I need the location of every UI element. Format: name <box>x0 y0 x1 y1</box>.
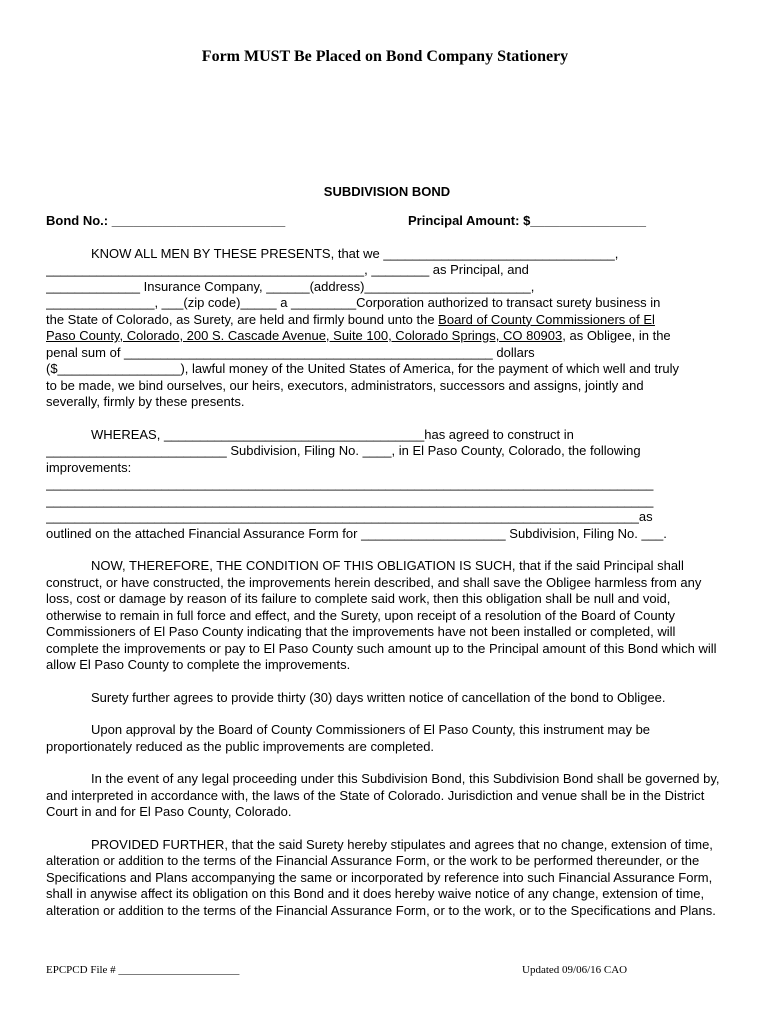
revision-date: Updated 09/06/16 CAO <box>522 964 628 976</box>
para2-line: _________________________ Subdivision, Filing No. ____, in El Paso County, Colorado, the following <box>46 443 641 458</box>
para2-line: ____________________________________________________________________________________ <box>46 492 654 508</box>
para1-line: ____________________________________________, ________ as Principal, and <box>46 262 529 277</box>
jurisdiction-paragraph: In the event of any legal proceeding under this Subdivision Bond, this Subdivision Bond shall be governed by, and interpreted in accordance with, the laws of the State of Colorado. Jurisdiction and venue shall be in the District Court in and for El Paso County, Colorado. <box>46 771 720 819</box>
stationery-notice: Form MUST Be Placed on Bond Company Stationery <box>201 48 569 65</box>
para1-line <box>46 328 728 345</box>
para2-line: outlined on the attached Financial Assurance Form for ____________________ Subdivision, Filing No. ___. <box>46 525 667 541</box>
para2-line: improvements: <box>46 459 132 475</box>
para1-line: KNOW ALL MEN BY THESE PRESENTS, that we ________________________________, <box>91 245 619 261</box>
para1-line: penal sum of ___________________________________________________ dollars <box>46 344 535 360</box>
para1-line: ($_________________), lawful money of the United States of America, for the payment of which well and truly <box>46 361 680 376</box>
bond-body <box>46 184 728 935</box>
condition-paragraph: NOW, THEREFORE, THE CONDITION OF THIS OBLIGATION IS SUCH, that if the said Principal shall construct, or have constructed, the improvements herein described, and shall save the Obligee harmless from any loss, cost or damage by reason of its failure to complete said work, then this obligation shall be null and void, otherwise to remain in full force and effect, and the Surety, upon receipt of a resolution of the Board of County Commissioners of El Paso County indicating that the improvements have not been installed or completed, will complete the improvements or pay to El Paso County such amount up to the Principal amount of this Bond which will allow El Paso County to complete the improvements. <box>46 558 717 672</box>
bond-number-field: Bond No.: ________________________ <box>46 212 286 228</box>
para1-line: _____________ Insurance Company, ______(address)_______________________, <box>46 278 535 294</box>
bond-id-line <box>46 213 728 230</box>
para1-line: to be made, we bind ourselves, our heirs, executors, administrators, successors and assigns, jointly and <box>46 377 644 393</box>
whereas-paragraph <box>46 427 728 543</box>
provided-further-paragraph: PROVIDED FURTHER, that the said Surety hereby stipulates and agrees that no change, extension of time, alteration or addition to the terms of the Financial Assurance Form, or the work to be performed thereunder, or the Specifications and Plans accompanying the same or incorporated by reference into such Financial Assurance Form, shall in anywise affect its obligation on this Bond and it does hereby waive notice of any change, extension of time, alteration or addition to the terms of the Financial Assurance Form, or to the work, or to the Specifications and Plans. <box>46 836 716 918</box>
para1-line <box>46 312 728 329</box>
para1-text: , as Obligee, in the <box>562 328 671 343</box>
para1-line: _______________, ___(zip code)_____ a _________Corporation authorized to transact surety business in <box>46 295 661 310</box>
obligee-name: Board of County Commissioners of El <box>438 311 655 327</box>
para2-line: ____________________________________________________________________________________ <box>46 476 654 491</box>
para2-line: __________________________________________________________________________________as <box>46 509 653 524</box>
para1-text: the State of Colorado, as Surety, are held and firmly bound unto the <box>46 311 439 327</box>
file-number-field: EPCPCD File # ______________________ <box>46 964 240 976</box>
notice-paragraph: Surety further agrees to provide thirty (30) days written notice of cancellation of the bond to Obligee. <box>91 689 666 705</box>
para2-line: WHEREAS, ____________________________________has agreed to construct in <box>91 426 574 442</box>
know-all-men-paragraph <box>46 246 728 411</box>
principal-amount-field: Principal Amount: $________________ <box>408 212 646 228</box>
para1-line: severally, firmly by these presents. <box>46 394 245 409</box>
obligee-address: Paso County, Colorado, 200 S. Cascade Avenue, Suite 100, Colorado Springs, CO 80903 <box>46 328 563 343</box>
bond-title: SUBDIVISION BOND <box>323 184 451 199</box>
reduction-paragraph: Upon approval by the Board of County Commissioners of El Paso County, this instrument may be proportionately reduced as the public improvements are completed. <box>46 722 651 754</box>
